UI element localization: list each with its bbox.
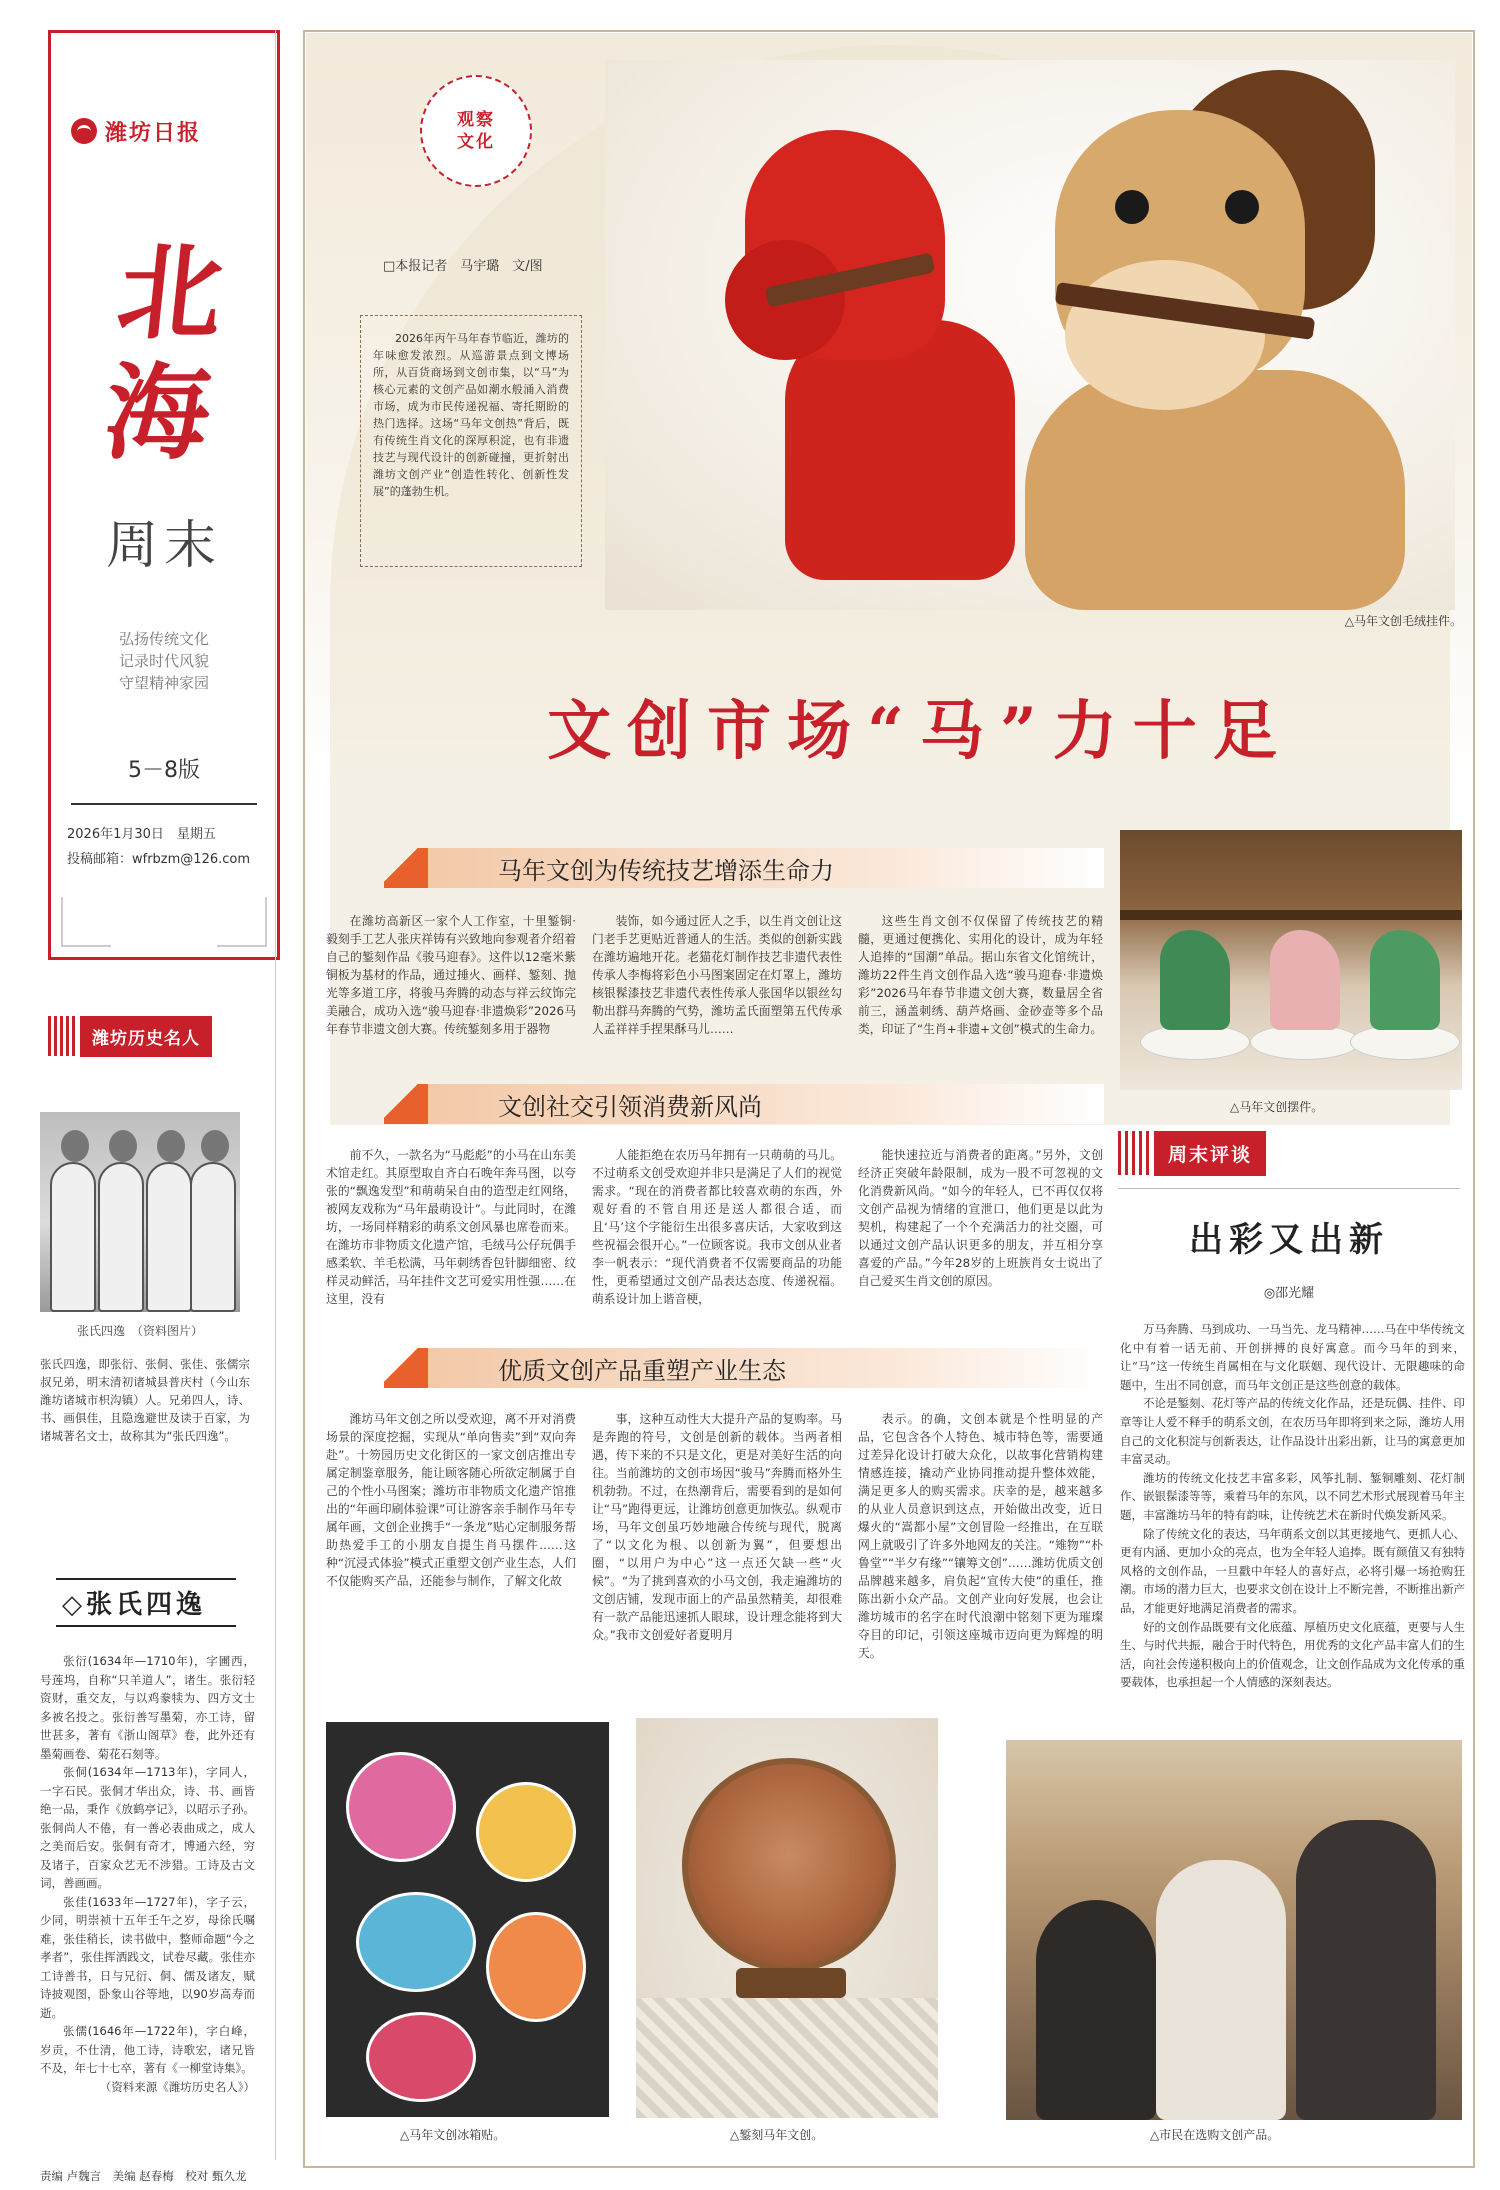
feature-headline: 文创市场“马”力十足: [547, 694, 1293, 769]
section-header-ornament: [384, 1084, 428, 1124]
section-title: 优质文创产品重塑产业生态: [428, 1348, 1104, 1388]
section-header: [384, 1348, 1104, 1388]
figure-silhouette: [146, 1162, 192, 1312]
commentary-body: [1120, 1320, 1465, 1692]
commentary-title: 出彩又出新: [1189, 1220, 1389, 1260]
submission-email: 投稿邮箱：wfrbzm@126.com: [67, 852, 251, 867]
plush-horse-photo: [605, 60, 1455, 610]
masthead-divider: [71, 803, 257, 805]
commentary-column-header: [1118, 1128, 1266, 1178]
commentary-paragraph: 万马奔腾、马到成功、一马当先、龙马精神……马在中华传统文化中有着一话无前、开创拼搏的良好寓意。而今马年的到来，让“马”这一传统生肖属相在与文化联姻、现代设计、无限趣味的命题中，生出不同创意，而马年文创正是这些创意的载体。: [1120, 1322, 1465, 1392]
commentary-paragraph: 不论是錾刻、花灯等产品的传统文化作品，还是玩偶、挂件、印章等让人爱不释手的萌系文创，在农历马年即将到来之际，潍坊人用自己的文化积淀与创新表达，让作品设计出彩出新，让马的寓意更加丰富灵动。: [1120, 1396, 1465, 1467]
paragraph: 装饰，如今通过匠人之手，以生肖文创让这门老手艺更贴近普通人的生活。类似的创新实践在潍坊遍地开花。老猫花灯制作技艺非遗代表性传承人李梅将彩色小马图案固定在灯罩上，潍坊核银髹漆技艺非遗代表性传承人张国华以银丝勾勒出群马奔腾的气势，潍坊孟氏面塑第五代传承人孟祥祥手捏果酥马儿……: [592, 914, 842, 1036]
article-byline: □本报记者 马宇璐 文/图: [383, 259, 543, 274]
tan-plush-horse: [965, 70, 1425, 610]
section-column: [592, 912, 842, 1038]
paper-logo: [71, 111, 271, 151]
history-paragraph: 张衍(1634年—1710年)，字圃西，号莲坞，自称“只羊道人”，诸生。张衍轻资财，重交友，与以鸡豢犊为、四方文士多被名投之。张衍善写墨菊，亦工诗，留世甚多，著有《浙山阁草》卷，此外还有墨菊画卷、菊花石刻等。: [40, 1654, 255, 1761]
ceramic-photo-caption: △马年文创摆件。: [1230, 1100, 1324, 1114]
stripe-ornament: [48, 1016, 76, 1056]
masthead: [48, 30, 280, 960]
historical-photo-caption: 张氏四逸 （资料图片）: [76, 1324, 203, 1338]
history-paragraph: 张儒(1646年—1722年)，字白峰，岁贡，不仕清，他工诗，诗歌宏，诸兄皆不及，年七十七卒，著有《一柳堂诗集》。: [40, 2024, 255, 2075]
editor-credits: 责编 卢魏言 美编 赵春梅 校对 甄久龙: [40, 2169, 247, 2183]
slogan-line: 弘扬传统文化: [118, 630, 209, 648]
section-column: [326, 912, 576, 1038]
commentary-divider: [1118, 1188, 1460, 1189]
section-header-ornament: [384, 1348, 428, 1388]
feature-intro: 2026年丙午马年春节临近，潍坊的年味愈发浓烈。从巡游景点到文博场所，从百货商场到文创市集，以“马”为核心元素的文创产品如潮水般涌入消费市场，成为市民传递祝福、寄托期盼的热门选择。这场“马年文创热”背后，既有传统生肖文化的深厚积淀，也有非遗技艺与现代设计的创新碰撞，更折射出潍坊文创产业“创造性转化、创新性发展”的蓬勃生机。: [360, 315, 582, 567]
historical-photo: [40, 1112, 240, 1312]
column-divider: [275, 30, 276, 2160]
commentary-paragraph: 除了传统文化的表达，马年萌系文创以其更接地气、更抓人心、更有内涵、更加小众的亮点，也为全年轻人追捧。既有颜值又有独特风格的文创作品，一旦戳中年轻人的喜好点，必将引爆一场抢购狂潮。市场的潜力巨大，也要求文创在设计上不断完善，不断推出新产品，才能更好地满足消费者的需求。: [1120, 1526, 1465, 1615]
section-title: 马年文创为传统技艺增添生命力: [428, 848, 1104, 888]
issue-date: 2026年1月30日 星期五: [67, 827, 216, 842]
shop-photo-caption: △市民在选购文创产品。: [1150, 2128, 1280, 2142]
section-column: [326, 1146, 576, 1308]
history-article-title: ◇张氏四逸: [56, 1578, 236, 1627]
commentary-paragraph: 好的文创作品既要有文化底蕴、厚植历史文化底蕴，更要与人生生、与时代共振，融合于时代特色，用优秀的文化产品丰富人们的生活，向社会传递积极向上的价值观念，让文创作品成为文化传承的重要载体，也承担起一个人情感的深刻表达。: [1120, 1619, 1465, 1690]
plush-photo-caption: △马年文创毛绒挂件。: [1344, 614, 1462, 628]
masthead-subtitle: 周末: [105, 516, 222, 576]
slogan-line: 守望精神家园: [118, 674, 209, 692]
paragraph: 潍坊马年文创之所以受欢迎，离不开对消费场景的深度挖掘，实现从“单向售卖”到“双向奔赴”。十笏园历史文化街区的一家文创店推出专属定制鉴章服务，能让顾客随心所欲定制属于自己的个性小马图案；潍坊市非物质文化遗产馆推出的“年画印刷体验课”可让游客亲手制作马年专属年画，文创企业携手“一条龙”贴心定制服务帮助热爱手工的小朋友自提生肖马摆件……这种“沉浸式体验”模式正重塑文创产业生态，人们不仅能购买产品，还能参与制作，了解文化故: [326, 1412, 576, 1588]
masthead-title: 北海: [99, 231, 233, 474]
stripe-ornament: [1118, 1131, 1150, 1175]
commentary-column-label: 周末评谈: [1154, 1131, 1266, 1176]
commentary-paragraph: 潍坊的传统文化技艺丰富多彩，风筝扎制、錾铜雕刻、花灯制作、嵌银髹漆等等，乘着马年的东风，以不同艺术形式展现着马年主题，丰富潍坊马年的特有韵味，让传统艺术在新时代焕发新风采。: [1120, 1470, 1465, 1522]
paragraph: 事，这种互动性大大提升产品的复购率。马是奔跑的符号，文创是创新的载体。当两者相遇，传下来的不只是文化，更是对美好生活的向往。当前潍坊的文创市场因“骏马”奔腾而格外生机勃勃。不过，在热潮背后，需要看到的是如何让“马”跑得更远，让潍坊创意更加恢弘。纵观市场，马年文创虽巧妙地融合传统与现代，脱离了“以文化为根、以创新为翼”，但要想出圈，“以用户为中心”这一点还欠缺一些“火候”。“为了挑到喜欢的小马文创，我走遍潍坊的文创店铺，发现市面上的产品虽然精美，却很难有一款产品能迅速抓人眼球，设计理念能将到大众。”我市文创爱好者夏明月: [592, 1412, 842, 1642]
badge-text: 观察 文化: [457, 110, 495, 152]
culture-observation-badge: [420, 75, 532, 187]
figure-silhouette: [98, 1162, 144, 1312]
history-article-body: [40, 1652, 255, 2096]
history-column-header: [48, 1010, 228, 1062]
history-paragraph: 张佳(1633年—1727年)，字子云，少同，明崇祯十五年壬午之岁，母徐氏嘱难，张佳稍长，读书做中，整师命题“今之孝者”，张佳挥洒践文，试卷尽藏。张佳亦工诗善书，日与兄衍、侗、儒及诸友，赋诗披观图，卧象山谷等地，以90岁高寿而逝。: [40, 1894, 255, 2020]
section-column: [858, 912, 1103, 1038]
ceramic-horse-photo: [1120, 830, 1462, 1090]
fridge-magnet-photo: [326, 1722, 609, 2117]
section-column: [592, 1146, 842, 1308]
slogan-line: 记录时代风貌: [118, 652, 209, 670]
figure-silhouette: [50, 1162, 96, 1312]
section-column: [858, 1410, 1103, 1662]
paragraph: 这些生肖文创不仅保留了传统技艺的精髓，更通过便携化、实用化的设计，成为年轻人追捧的“国潮”单品。据山东省文化馆统计，潍坊22件生肖文创作品入选“骏马迎春·非遗焕彩”2026马年春节非遗文创大赛，数量居全省前三，涵盖刺绣、葫芦烙画、金砂壶等多个品类，印证了“生肖+非遗+文创”模式的生命力。: [858, 914, 1103, 1036]
paragraph: 前不久，一款名为“马彪彪”的小马在山东美术馆走红。其原型取自齐白石晚年奔马图，以夸张的“飘逸发型”和萌萌呆自由的造型走红网络，被网友戏称为“马年最萌设计”。与此同时，在潍坊，一场同样精彩的萌系文创风暴也席卷而来。在潍坊市非物质文化遗产馆，毛绒马公仔玩偶手感柔软、羊毛松满，马年刺绣香包针脚细密、纹样灵动鲜活，马年挂件文艺可爱实用性强……在这里，没有: [326, 1148, 576, 1306]
section-header-ornament: [384, 848, 428, 888]
section-header: [384, 848, 1104, 888]
history-source: （资料来源《潍坊历史名人》）: [99, 2079, 255, 2094]
corner-ornament: [217, 897, 267, 947]
history-column-label: 潍坊历史名人: [80, 1016, 212, 1057]
engraved-plate-photo: [636, 1718, 938, 2118]
paragraph: 在潍坊高新区一家个人工作室，十里錾铜·毅刻手工艺人张庆祥铸有兴致地向参观者介绍着自己的錾刻作品《骏马迎春》。这件以12毫米紫铜板为基材的作品，通过捶火、画样、錾刻、抛光等多道工序，将骏马奔腾的动态与祥云纹饰完美融合，成功入选“骏马迎春·非遗焕彩”2026马年春节非遗文创大赛。传统錾刻多用于器物: [326, 914, 576, 1036]
commentary-author: ◎邵光耀: [1263, 1286, 1315, 1301]
section-column: [592, 1410, 842, 1644]
paper-name: 潍坊日报: [105, 119, 202, 146]
shoppers-photo: [1006, 1740, 1462, 2120]
fridge-photo-caption: △马年文创冰箱贴。: [400, 2128, 506, 2142]
figure-silhouette: [190, 1162, 236, 1312]
paper-logo-icon: [71, 118, 97, 144]
section-title: 文创社交引领消费新风尚: [428, 1084, 1104, 1124]
plate-photo-caption: △錾刻马年文创。: [730, 2128, 824, 2142]
section-column: [326, 1410, 576, 1590]
history-paragraph: 张侗(1634年—1713年)，字同人，一字石民。张侗才华出众，诗、书、画皆绝一品，秉作《放鹤亭记》，以昭示子孙。张侗尚人不倦，有一善必表曲成之，成人之美而后安。张侗有奇才，博通六经，穷及诸子，百家众艺无不涉猎。工诗及古文词，善画画。: [40, 1765, 255, 1890]
history-intro: 张氏四逸，即张衍、张侗、张佳、张儒宗叔兄弟，明末清初诸城县普庆村（今山东潍坊诸城市枳沟镇）人。兄弟四人，诗、书、画俱佳，且隐逸避世及读于百家，为诸城著名文士，故称其为“张氏四逸”。: [40, 1357, 250, 1443]
masthead-slogans: [51, 628, 277, 694]
paragraph: 人能拒绝在农历马年拥有一只萌萌的马儿。不过萌系文创受欢迎并非只是满足了人们的视觉需求。“现在的消费者都比较喜欢萌的东西，外观好看的不管自用还是送人都很合适，而且‘马’这个字能衍生出很多喜庆话，大家收到这些祝福会很开心。”一位顾客说。我市文创从业者李一帆表示：“现代消费者不仅需要商品的功能性，更希望通过文创产品表达态度、传递祝福。萌系设计加上谐音梗，: [592, 1148, 842, 1306]
corner-ornament: [61, 897, 111, 947]
page-range: 5－8版: [128, 758, 200, 783]
paragraph: 能快速拉近与消费者的距离。”另外，文创经济正突破年龄限制，成为一股不可忽视的文化消费新风尚。“如今的年轻人，已不再仅仅将文创产品视为情绪的宣泄口，他们更是以此为契机，构建起了一个个充满活力的社交圈，可以通过文创产品认识更多的朋友，并互相分享喜爱的产品。”今年28岁的上班族肖女士说出了自己爱买生肖文创的原因。: [858, 1148, 1103, 1288]
paragraph: 表示。的确，文创本就是个性明显的产品，它包含各个人特色、城市特色等，需要通过差异化设计打破大众化，以故事化营销构建情感连接，撬动产业协同推动提升整体效能，满足更多人的购买需求。庆幸的是，越来越多的从业人员意识到这点，开始做出改变，近日爆火的“嵩都小屋”文创冒险一经推出，在互联网上就吸引了许多外地网友的关注。“雉物”“朴鲁堂”“半夕有缘”“镶筹文创”……潍坊优质文创品牌越来越多，肩负起“宣传大使”的重任，推陈出新小众产品。文创产业向好发展，也会让潍坊城市的名字在时代浪潮中铭刻下更为璀璨夺目的印记，引领这座城市迈向更为辉煌的明天。: [858, 1412, 1103, 1660]
section-header: [384, 1084, 1104, 1124]
section-column: [858, 1146, 1103, 1290]
